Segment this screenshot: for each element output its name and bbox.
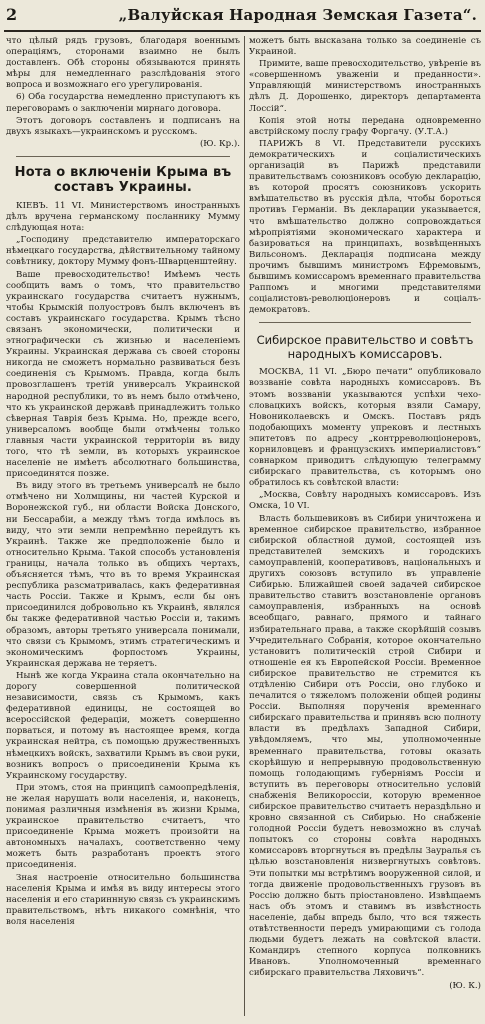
article-paragraph: Въ виду этого въ третьемъ универсалѣ не было отмѣчено ни Холмщины, ни частей Курской и Воронежской губ., ни области Войска Донского, ни Бессарабіи, а между тѣмъ тогда имѣлось въ виду, что эти земли непремѣнно перейдутъ къ Украинѣ. Также же предположеніе было и относительно Крыма. Такой способъ установленія границы, начала только въ общихъ чертахъ, объясняется тѣмъ, что въ то время Украинская республика разсматривалась, какъ федеративная часть Россіи. Также и Крымъ, если бы онъ присоединился добровольно къ Украинѣ, являлся бы также федеративной частью Россіи и, такимъ образомъ, авторы третьяго универсала понимали, что связи съ Крымомъ, этимъ стратегическимъ и экономическимъ форпостомъ Украины, Украинская держава не теряетъ.	[6, 481, 240, 669]
page-header	[4, 2, 481, 32]
article-heading: Нота о включеніи Крыма въ составъ Украины.	[14, 164, 232, 195]
article-paragraph: Копія этой ноты передана одновременно австрійскому послу графу Форгачу. (У.Т.А.)	[249, 115, 481, 137]
article-paragraph: Этотъ договоръ составленъ и подписанъ на двухъ языкахъ—украинскомъ и русскомъ.	[6, 115, 240, 137]
article-paragraph: Нынѣ же когда Украина стала окончательно на дорогу совершенной политической независимости, связь съ Крымомъ, какъ федеративной единицы, не состоящей во всероссійской федераціи, можетъ совершенно порваться, и потому въ настоящее время, когда украинская нейтра, съ помощью дружественныхъ нѣмецкихъ войскъ, захватили Крымъ въ свои руки, возникъ вопросъ о присоединеніи Крыма къ Украинскому государству.	[6, 670, 240, 781]
article-paragraph: „Москва, Совѣту народныхъ комиссаровъ. Изъ Омска, 10 VI.	[249, 490, 481, 512]
article-paragraph: что цѣлый рядъ грузовъ, благодаря военнымъ операціямъ, сторонами взаимно не былъ доставленъ. Обѣ стороны обязываются принять мѣры для немедленнаго разслѣдованія этого вопроса и возможнаго его урегулированія.	[6, 36, 240, 91]
article-paragraph: можетъ быть высказана только за соединеніе съ Украиной.	[249, 36, 481, 58]
article-paragraph: ПАРИЖЪ 8 VI. Представители русскихъ демократическихъ и соціалистическихъ организацій въ Парижѣ представили правительствамъ союзниковъ особую декларацію, въ которой просятъ союзниковъ ускорить вмѣшательство въ русскія дѣла, чтобы бороться противъ Германіи. Въ декларации указывается, что вмѣшательство должно сопровождаться мѣропріятіями экономическаго характера и базироваться на принципахъ, возвѣщенныхъ Вильсономъ. Декларація подписана между прочимъ бывшимъ министромъ Ефремовымъ, бывшимъ комиссаромъ временнаго правительства Раппомъ и многими представителями соціалистовъ-революціонеровъ и соціалъ-демократовъ.	[249, 138, 481, 316]
article-paragraph: Власть большевиковъ въ Сибири уничтожена и временное сибирское правительство, избранное сибирской областной думой, состоящей изъ представителей земскихъ и городскихъ самоуправленій, кооперативовъ, національныхъ и другихъ союзовъ вступило въ управленіе Сибирью. Ближайшей своей задачей сибирское правительство ставитъ возстановленіе органовъ самоуправленія, избранныхъ на основѣ всеобщаго, равнаго, прямого и тайнаго избирательнаго права, а также скорѣйшій созывъ Учредительнаго Собранія, которое окончательно установитъ политическій строй Сибири и отношеніе ея къ Европейской Россіи. Временное сибирское правительство не стремится къ отдѣленію Сибири отъ Россіи, оно глубоко и печалится о тяжеломъ положеніи общей родины Россіи. Выполняя порученія временнаго сибирскаго правительства и принявъ всю полноту власти въ предѣлахъ Западной Сибири, увѣдомляемъ, что мы, уполномоченные временнаго правительства, готовы оказать скорѣйшую и непрерывную продовольственную помощь голодающимъ губерніямъ Россіи и вступить въ переговоры относительно условій снабженія Великороссіи, которую временное сибирское правительство считаетъ нераздѣльно и кровно связанной съ Сибирью. Но снабженіе голодной Россіи будетъ невозможно въ случаѣ попытокъ со стороны совѣта народныхъ комиссаровъ вторгнуться въ предѣлы Зауралья съ цѣлью возстановленія низвергнутыхъ совѣтовъ. Эти попытки мы встрѣтимъ вооруженной силой, и тогда движеніе продовольственныхъ грузовъ въ Россію должно быть пріостановлено. Извѣщаемъ насъ объ этомъ и ставимъ въ извѣстность населеніе, дабы впредь было, что вся тяжесть отвѣтственности передъ умирающими съ голода людьми будетъ лежать на совѣтской власти. Командиръ степного корпуса полковникъ Ивановъ. Уполномоченный временнаго сибирскаго правительства Ляховичъ“.	[249, 513, 481, 979]
article-paragraph: МОСКВА, 11 VI. „Бюро печати“ опубликовало воззваніе совѣта народныхъ комиссаровъ. Въ этомъ воззваніи указываются успѣхи чехо-словацкихъ войскъ, которыя взяли Самару, Новониколаевскъ и Омскъ. Поставъ рядъ подобающихъ моменту упрековъ и лестныхъ эпитетовъ по адресу „контрреволюціонеровъ, корниловцевъ и французскихъ империалистовъ“ совнарком приводитъ слѣдующую телеграмму сибирскаго правительства, съ которымъ оно обратилось къ совѣтской власти:	[249, 367, 481, 489]
article-signature: (Ю. Кр.).	[199, 138, 240, 149]
section-divider	[259, 322, 471, 323]
article-paragraph: КІЕВЪ. 11 VI. Министерствомъ иностранныхъ дѣлъ вручена германскому посланнику Мумму слѣдующая нота:	[6, 200, 240, 234]
article-heading: Сибирское правительство и совѣтъ народныхъ комиссаровъ.	[256, 333, 474, 362]
newspaper-title: „Валуйская Народная Земская Газета“.	[118, 6, 477, 24]
article-paragraph: Ваше превосходительство! Имѣемъ честь сообщить вамъ о томъ, что правительство украинскаго государства считаетъ нужнымъ, чтобы Крымскій полуостровъ былъ включенъ въ составъ украинскаго государства. Крымъ тѣсно связанъ экономически, политически и этнографически съ жизнью и населеніемъ Украины. Украинская держава съ своей стороны никогда не сможетъ нормально развиваться безъ соединенія съ Крымомъ. Правда, когда былъ провозглашенъ третій универсалъ Украинской народной республики, то въ немъ было отмѣчено, что къ украинской державѣ принадлежитъ только сѣверная Таврія безъ Крыма. Но, прежде всего, универсаломъ вообще были отмѣчены только главныя части украинской территоріи въ виду того, что тѣ земли, въ которыхъ украинское населеніе не имѣетъ абсолютнаго большинства, присоединятся позже.	[6, 269, 240, 480]
page-number: 2	[6, 5, 18, 24]
right-column	[249, 36, 481, 1020]
section-divider	[16, 156, 230, 157]
article-paragraph: 6) Оба государства немедленно приступаютъ къ переговорамъ о заключеніи мирнаго договора.	[6, 92, 240, 114]
article-paragraph: Примите, ваше превосходительство, увѣреніе въ «совершенномъ уваженіи и преданности». Управляющій министерствомъ иностранныхъ дѣлъ Д. Дорошенко, директоръ департамента Лоссій“.	[249, 59, 481, 114]
article-paragraph: При этомъ, стоя на принципѣ самоопредѣленія, не желая нарушать воли населенія, и, наконецъ, понимая различныя измѣненія въ жизни Крыма, украинское правительство считаетъ, что присоединеніе Крыма можетъ произойти на автономныхъ началахъ, соответственно чему можетъ быть разработанъ проектъ этого присоединенія.	[6, 782, 240, 871]
article-paragraph: Зная настроеніе относительно большинства населенія Крыма и имѣя въ виду интересы этого населенія и его стариннную связь съ украинскимъ правительствомъ, нѣтъ никакого сомнѣнія, что воля населенія	[6, 872, 240, 927]
article-signature: (Ю. К.)	[449, 980, 481, 991]
left-column	[6, 36, 240, 1020]
column-divider	[244, 36, 245, 1016]
article-paragraph: „Господину представителю императорскаго нѣмецкаго государства, дѣйствительному тайному совѣтнику, доктору Мумму фонъ-Шварценштейну.	[6, 235, 240, 268]
